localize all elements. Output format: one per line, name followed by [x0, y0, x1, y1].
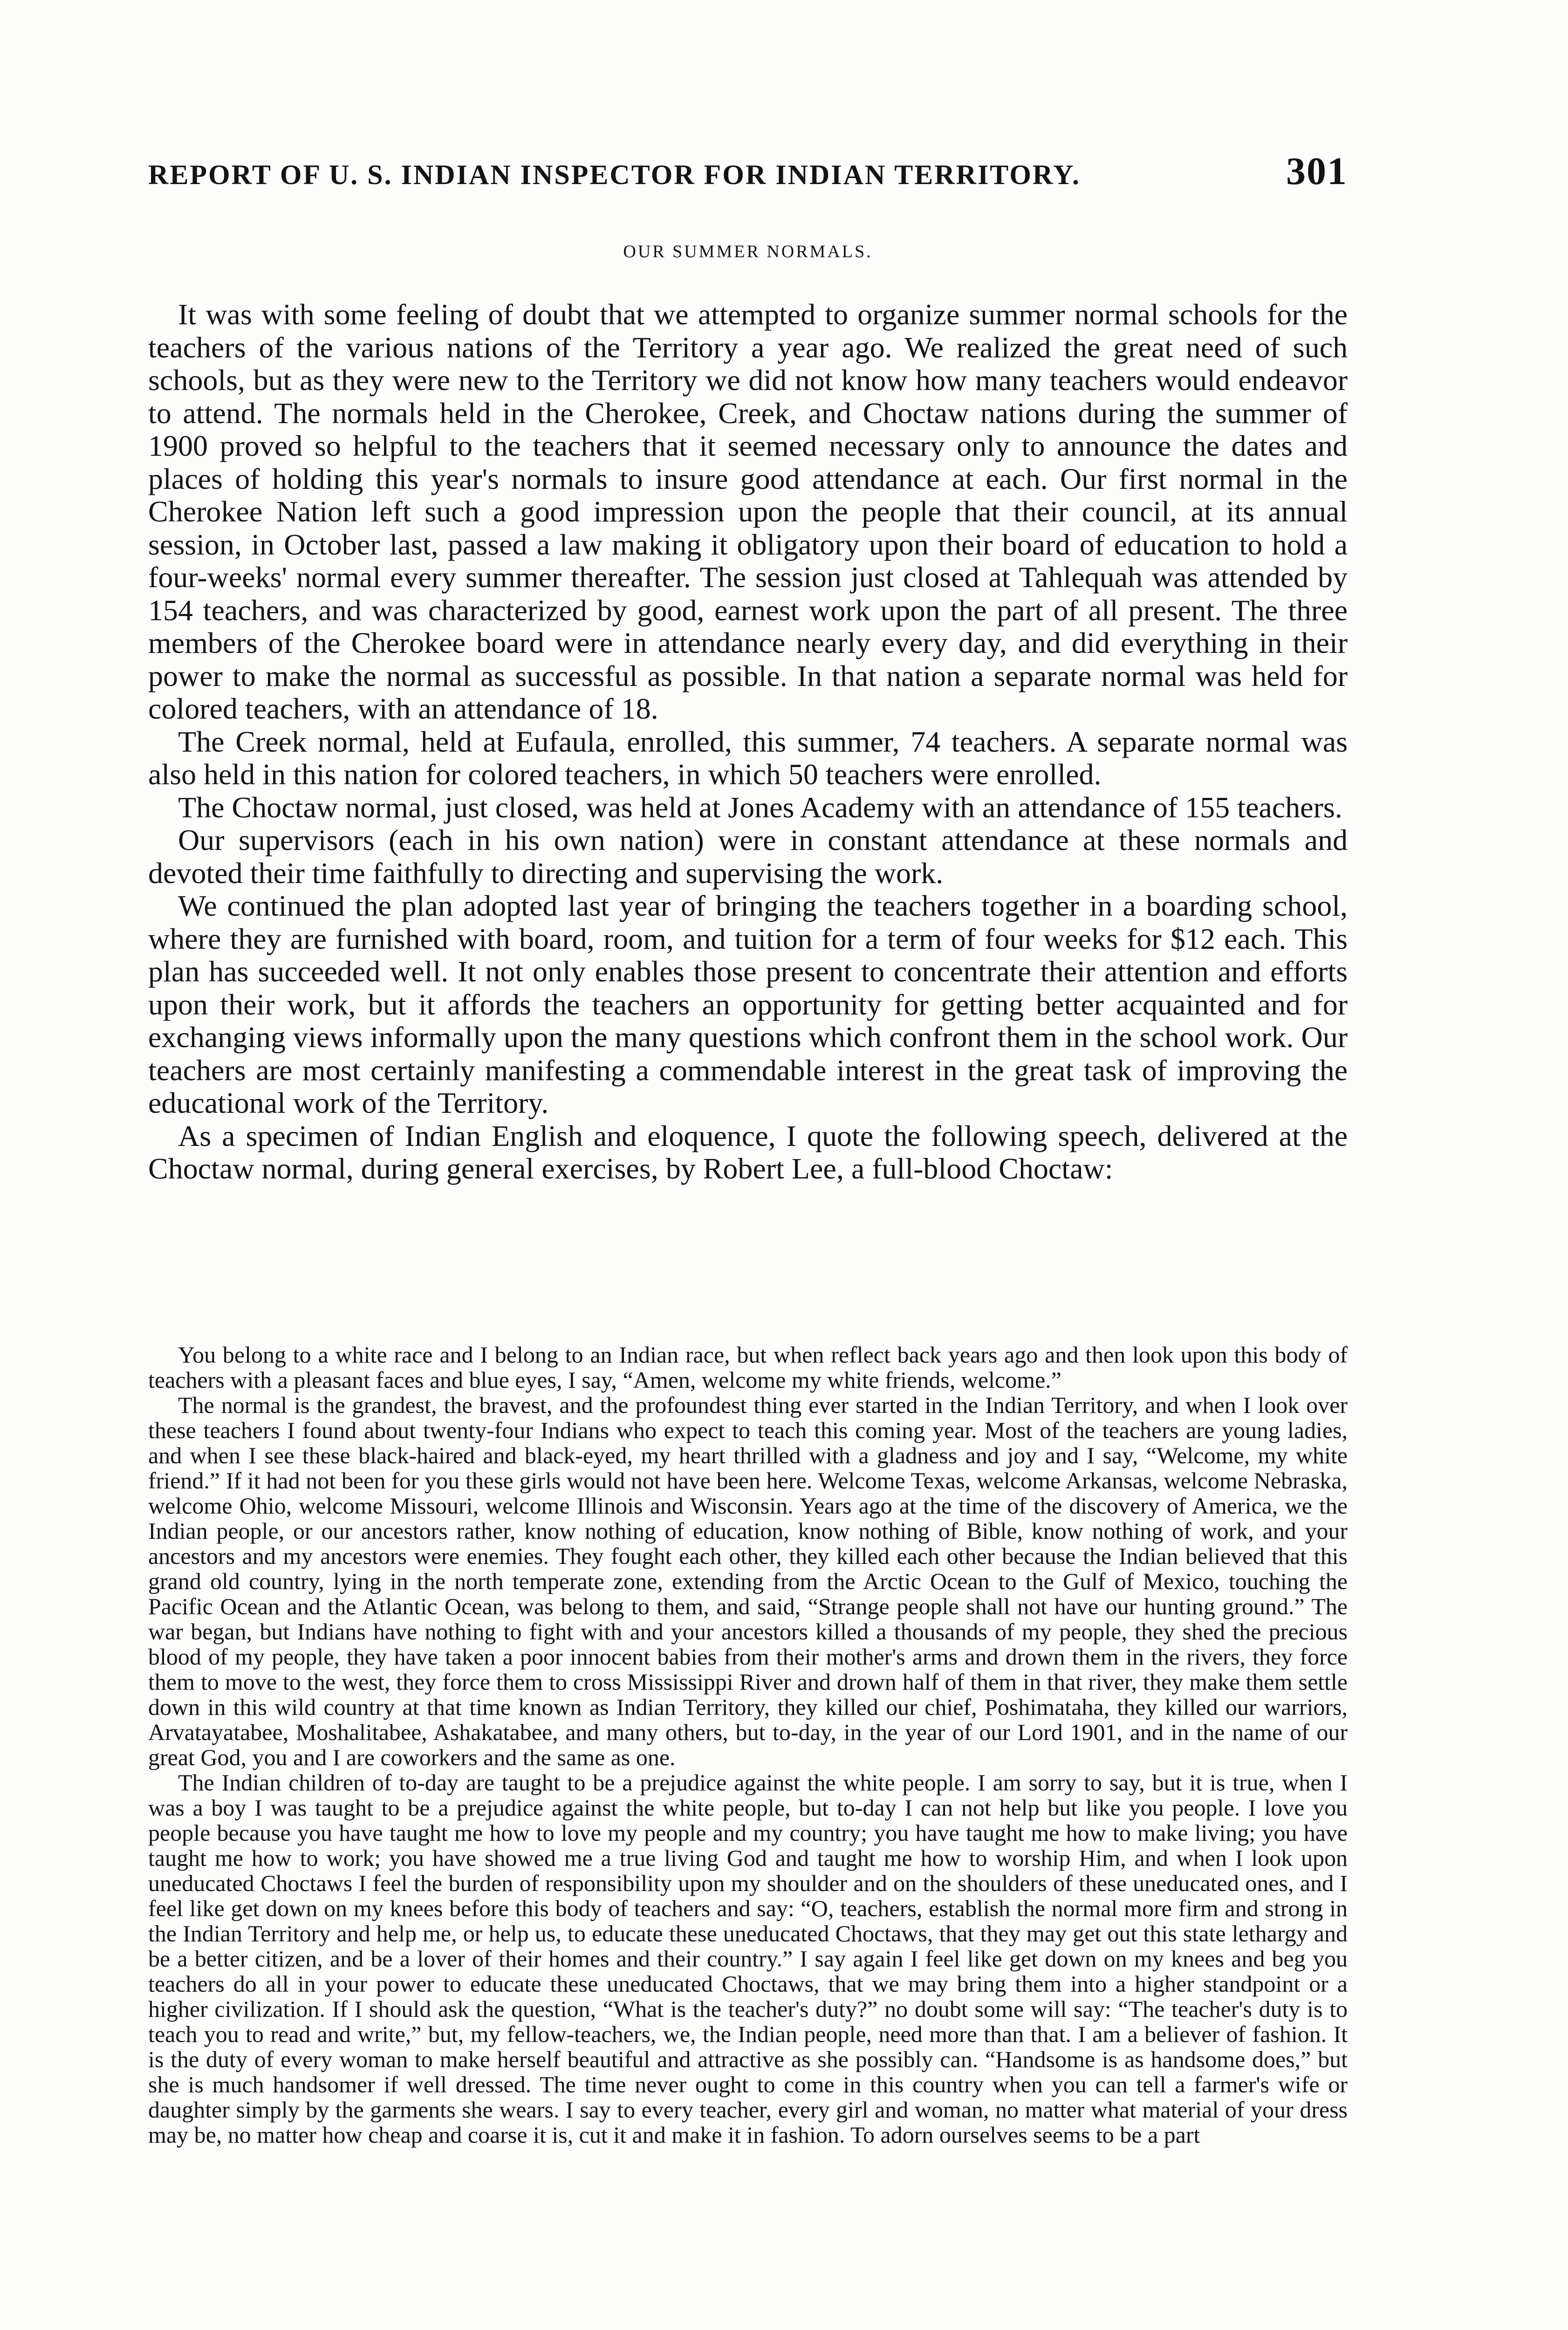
body-paragraph: We continued the plan adopted last year of bringing the teachers together in a boarding school, where they are furnished with board, room, and tuition for a term of four weeks for $12 each. This plan has succeeded well. It not only enables those present to concentrate their attention and efforts upon their work, but it affords the teachers an opportunity for getting better acquainted and for exchanging views informally upon the many questions which confront them in the school work. Our teachers are most certainly manifesting a commendable interest in the great task of improving the educational work of the Territory.: [148, 889, 1348, 1119]
running-title: REPORT OF U. S. INDIAN INSPECTOR FOR INDIAN TERRITORY.: [148, 159, 1081, 190]
quote-paragraph: The normal is the grandest, the bravest, and the profoundest thing ever started in the Indian Territory, and when I look over these teachers I found about twenty-four Indians who expect to teach this coming year. Most of the teachers are young ladies, and when I see these black-haired and black-eyed, my heart thrilled with a gladness and joy and I say, “Welcome, my white friend.” If it had not been for you these girls would not have been here. Welcome Texas, welcome Arkansas, welcome Nebraska, welcome Ohio, welcome Missouri, welcome Illinois and Wisconsin. Years ago at the time of the discovery of America, we the Indian people, or our ancestors rather, know nothing of education, know nothing of Bible, know nothing of work, and your ancestors and my ancestors were enemies. They fought each other, they killed each other because the Indian believed that this grand old country, lying in the north temperate zone, extending from the Arctic Ocean to the Gulf of Mexico, touching the Pacific Ocean and the Atlantic Ocean, was belong to them, and said, “Strange people shall not have our hunting ground.” The war began, but Indians have nothing to fight with and your ancestors killed a thousands of my people, they shed the precious blood of my people, they have taken a poor innocent babies from their mother's arms and drown them in the rivers, they force them to move to the west, they force them to cross Mississippi River and drown half of them in that river, they make them settle down in this wild country at that time known as Indian Territory, they killed our chief, Poshimataha, they killed our warriors, Arvatayatabee, Moshalitabee, Ashakatabee, and many others, but to-day, in the year of our Lord 1901, and in the name of our great God, you and I are coworkers and the same as one.: [148, 1392, 1348, 1770]
body-paragraph: As a specimen of Indian English and eloquence, I quote the following speech, delivered at the Choctaw normal, during general exercises, by Robert Lee, a full-blood Choctaw:: [148, 1119, 1348, 1185]
body-paragraph: The Choctaw normal, just closed, was held at Jones Academy with an attendance of 155 teachers.: [178, 790, 1342, 824]
quote-paragraph: You belong to a white race and I belong to an Indian race, but when reflect back years ago and then look upon this body of teachers with a pleasant faces and blue eyes, I say, “Amen, welcome my white friends, welcome.”: [148, 1342, 1348, 1393]
quoted-speech: [148, 1342, 1348, 2147]
body-paragraph: It was with some feeling of doubt that we attempted to organize summer normal schools for the teachers of the various nations of the Territory a year ago. We realized the great need of such schools, but as they were new to the Territory we did not know how many teachers would endeavor to attend. The normals held in the Cherokee, Creek, and Choctaw nations during the summer of 1900 proved so helpful to the teachers that it seemed necessary only to announce the dates and places of holding this year's normals to insure good attendance at each. Our first normal in the Cherokee Nation left such a good impression upon the people that their council, at its annual session, in October last, passed a law making it obligatory upon their board of education to hold a four-weeks' normal every summer thereafter. The session just closed at Tahlequah was attended by 154 teachers, and was characterized by good, earnest work upon the part of all present. The three members of the Cherokee board were in attendance nearly every day, and did everything in their power to make the normal as successful as possible. In that nation a separate normal was held for colored teachers, with an attendance of 18.: [148, 298, 1348, 725]
page-header: [148, 148, 1348, 199]
body-text: [148, 298, 1348, 1186]
body-paragraph: Our supervisors (each in his own nation) were in constant attendance at these normals and devoted their time faithfully to directing and supervising the work.: [148, 823, 1348, 890]
section-title: OUR SUMMER NORMALS.: [623, 242, 873, 261]
body-paragraph: The Creek normal, held at Eufaula, enrolled, this summer, 74 teachers. A separate normal was also held in this nation for colored teachers, in which 50 teachers were enrolled.: [148, 725, 1348, 791]
quote-paragraph: The Indian children of to-day are taught to be a prejudice against the white people. I am sorry to say, but it is true, when I was a boy I was taught to be a prejudice against the white people, but to-day I can not help but like you people. I love you people because you have taught me how to love my people and my country; you have taught me how to make living; you have taught me how to work; you have showed me a true living God and taught me how to worship Him, and when I look upon uneducated Choctaws I feel the burden of responsibility upon my shoulder and on the shoulders of these uneducated ones, and I feel like get down on my knees before this body of teachers and say: “O, teachers, establish the normal more firm and strong in the Indian Territory and help me, or help us, to educate these uneducated Choctaws, that they may get out this state lethargy and be a better citizen, and be a lover of their homes and their country.” I say again I feel like get down on my knees and beg you teachers do all in your power to educate these uneducated Choctaws, that we may bring them into a higher standpoint or a higher civilization. If I should ask the question, “What is the teacher's duty?” no doubt some will say: “The teacher's duty is to teach you to read and write,” but, my fellow-teachers, we, the Indian people, need more than that. I am a believer of fashion. It is the duty of every woman to make herself beautiful and attractive as she possibly can. “Handsome is as handsome does,” but she is much handsomer if well dressed. The time never ought to come in this country when you can tell a farmer's wife or daughter simply by the garments she wears. I say to every teacher, every girl and woman, no matter what material of your dress may be, no matter how cheap and coarse it is, cut it and make it in fashion. To adorn ourselves seems to be a part: [148, 1769, 1348, 2148]
page-number: 301: [1286, 150, 1348, 193]
